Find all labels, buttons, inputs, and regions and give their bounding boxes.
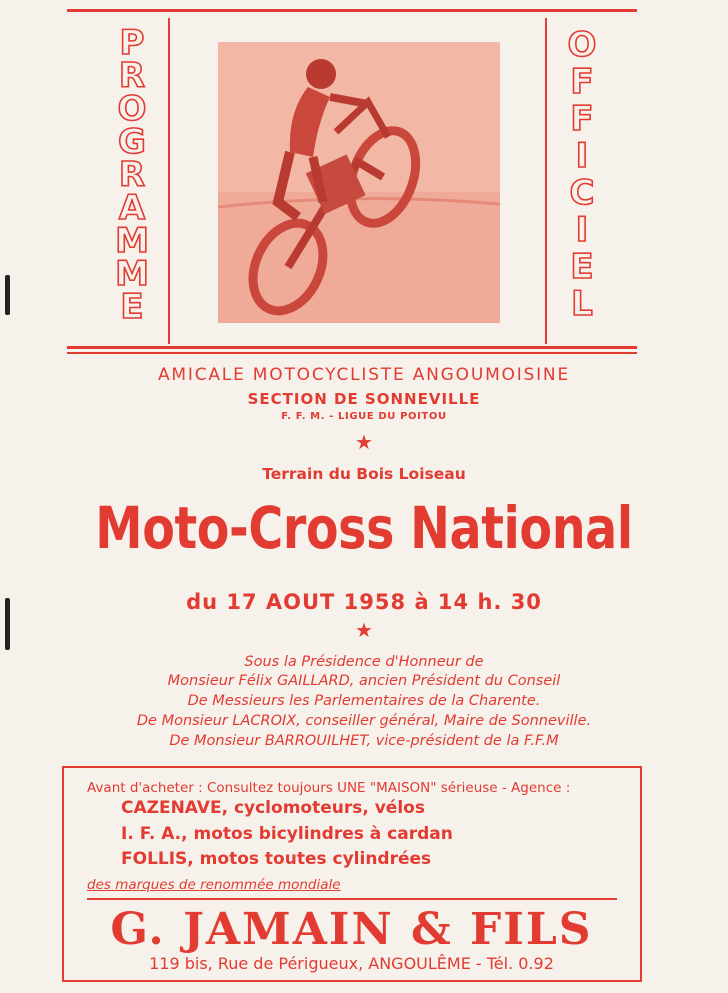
vertical-letter: F (570, 62, 594, 102)
vertical-letter: E (120, 287, 144, 327)
motocross-photo (218, 42, 500, 323)
star-icon: ★ (355, 430, 373, 454)
top-rule (67, 9, 637, 12)
federation-line: F. F. M. - LIGUE DU POITOU (281, 411, 447, 422)
company-name: G. JAMAIN & FILS (110, 904, 593, 955)
patronage-line: Monsieur Félix GAILLARD, ancien Président du Conseil (167, 673, 561, 689)
staple-top (5, 275, 10, 315)
brand-line: CAZENAVE, cyclomoteurs, vélos (121, 798, 425, 818)
right-divider (545, 18, 547, 344)
section-name: SECTION DE SONNEVILLE (247, 390, 481, 408)
advert-intro: Avant d'acheter : Consultez toujours UNE "MAISON" sérieuse - Agence : (87, 780, 571, 796)
vertical-letter: I (575, 210, 589, 250)
vertical-letter: C (569, 173, 595, 213)
vertical-word-programme (110, 23, 154, 327)
vertical-letter: M (115, 254, 149, 294)
brand-line: I. F. A., motos bicylindres à cardan (121, 824, 453, 844)
brands-tagline: des marques de renommée mondiale (87, 877, 341, 893)
vertical-letter: P (119, 23, 145, 63)
event-date: du 17 AOUT 1958 à 14 h. 30 (186, 590, 542, 614)
patronage-line: De Monsieur LACROIX, conseiller général, Maire de Sonneville. (136, 713, 592, 729)
patronage-line: Sous la Présidence d'Honneur de (244, 654, 484, 670)
club-name: AMICALE MOTOCYCLISTE ANGOUMOISINE (157, 365, 570, 385)
mid-rule-2 (67, 352, 637, 354)
advert-box (62, 766, 642, 982)
rider-illustration (218, 42, 500, 323)
vertical-letter: E (570, 247, 594, 287)
left-divider (168, 18, 170, 344)
vertical-letter: L (571, 284, 593, 324)
patronage-line: De Messieurs les Parlementaires de la Charente. (187, 693, 541, 709)
vertical-letter: O (567, 25, 597, 65)
venue: Terrain du Bois Loiseau (262, 465, 466, 483)
mid-rule-1 (67, 346, 637, 349)
vertical-letter: M (115, 221, 149, 261)
event-title: Moto-Cross National (95, 494, 633, 562)
vertical-letter: O (117, 89, 147, 129)
brand-line: FOLLIS, motos toutes cylindrées (121, 849, 432, 869)
patronage-line: De Monsieur BARROUILHET, vice-président de la F.F.M (169, 733, 559, 749)
vertical-letter: G (118, 122, 146, 162)
vertical-letter: A (118, 188, 146, 228)
vertical-letter: F (570, 99, 594, 139)
company-address: 119 bis, Rue de Périgueux, ANGOULÊME - Tél. 0.92 (149, 954, 554, 973)
vertical-letter: R (118, 155, 146, 195)
star-icon: ★ (355, 618, 373, 642)
vertical-word-officiel (560, 27, 604, 323)
vertical-letter: I (575, 136, 589, 176)
vertical-letter: R (118, 56, 146, 96)
